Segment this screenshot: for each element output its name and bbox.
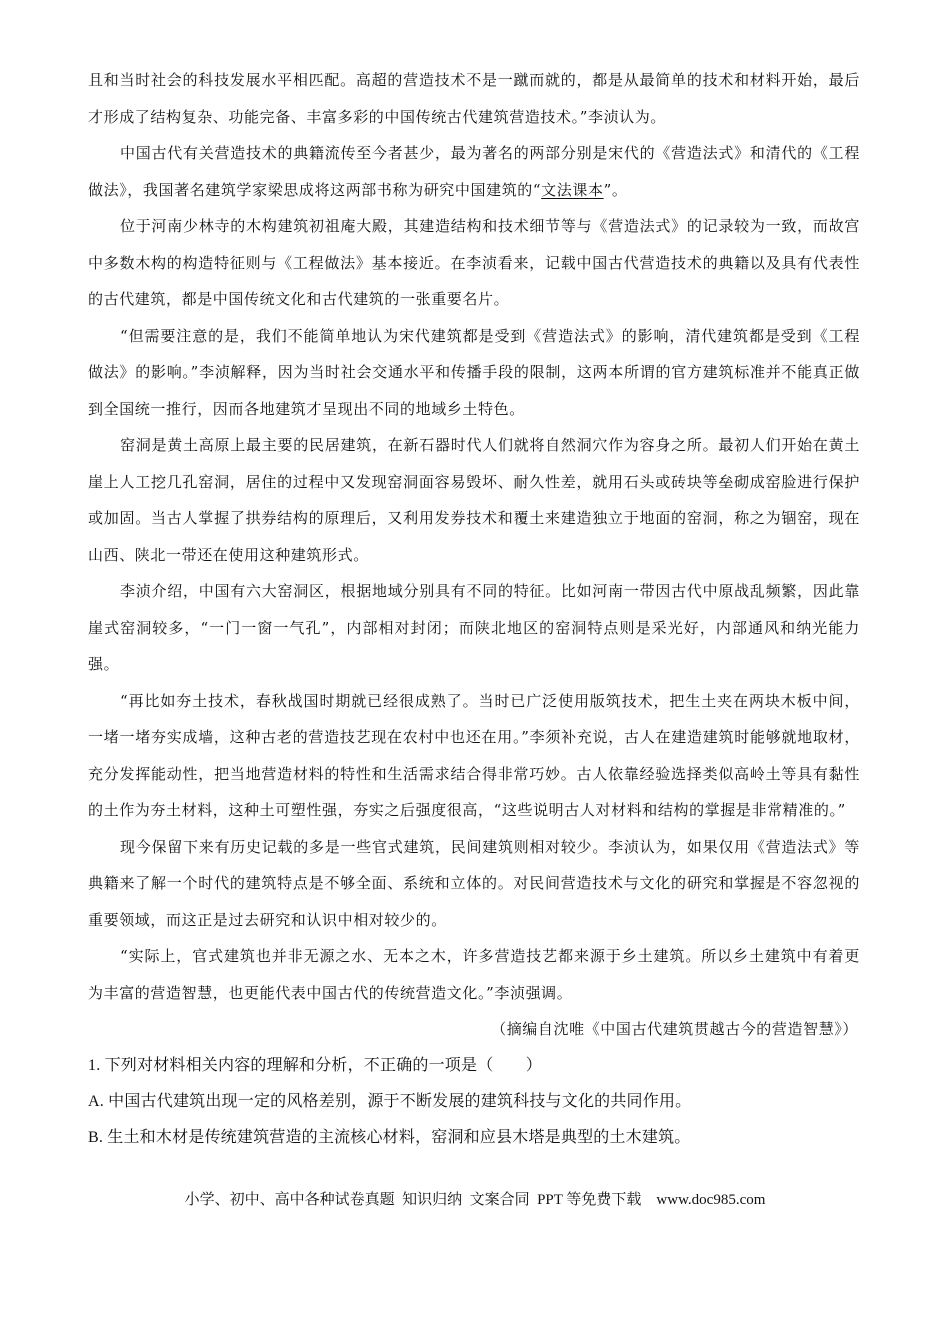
paragraph-3: 位于河南少林寺的木构建筑初祖庵大殿，其建造结构和技术细节等与《营造法式》的记录较为一致，而故宫中多数木构的构造特征则与《工程做法》基本接近。在李浈看来，记载中国古代营造技术的典籍以及具有代表性的古代建筑，都是中国传统文化和古代建筑的一张重要名片。 [88, 217, 860, 308]
paragraph-2-text: 中国古代有关营造技术的典籍流传至今者甚少，最为著名的两部分别是宋代的《营造法式》和清代的《工程做法》，我国著名建筑学家梁思成将这两部书称为研究中国建筑的“ [88, 144, 860, 199]
paragraph-7: “再比如夯土技术，春秋战国时期就已经很成熟了。当时已广泛使用版筑技术，把生土夹在两块木板中间，一堵一堵夯实成墙，这种古老的营造技艺现在农村中也还在用。”李须补充说，古人在建造建筑时能够就地取材，充分发挥能动性，把当地营造材料的特性和生活需求结合得非常巧妙。古人依靠经验选择类似高岭土等具有黏性的土作为夯土材料，这种土可塑性强，夯实之后强度很高，“这些说明古人对材料和结构的掌握是非常精准的。” [88, 691, 860, 819]
paragraph-6: 李浈介绍，中国有六大窑洞区，根据地域分别具有不同的特征。比如河南一带因古代中原战乱频繁，因此靠崖式窑洞较多，“一门一窗一气孔”，内部相对封闭；而陕北地区的窑洞特点则是采光好，内部通风和纳光能力强。 [88, 582, 860, 673]
paragraph-5: 窑洞是黄土高原上最主要的民居建筑，在新石器时代人们就将自然洞穴作为容身之所。最初人们开始在黄土崖上人工挖几孔窑洞，居住的过程中又发现窑洞面容易毁坏、耐久性差，就用石头或砖块等垒砌成窑脸进行保护或加固。当古人掌握了拱券结构的原理后，又利用发券技术和覆土来建造独立于地面的窑洞，称之为锢窑，现在山西、陕北一带还在使用这种建筑形式。 [88, 436, 860, 564]
paragraph-1: 且和当时社会的科技发展水平相匹配。高超的营造技术不是一蹴而就的，都是从最简单的技术和材料开始，最后才形成了结构复杂、功能完备、丰富多彩的中国传统古代建筑营造技术。”李浈认为。 [88, 71, 860, 126]
source-citation: （摘编自沈唯《中国古代建筑贯越古今的营造智慧》） [491, 1020, 858, 1038]
document-page [88, 62, 860, 1156]
question-stem: 1. 下列对材料相关内容的理解和分析，不正确的一项是（ ） [88, 1056, 543, 1074]
underlined-term: 文法课本 [541, 180, 604, 199]
paragraph-2 [88, 135, 860, 208]
paragraph-4: “但需要注意的是，我们不能简单地认为宋代建筑都是受到《营造法式》的影响，清代建筑都是受到《工程做法》的影响。”李浈解释，因为当时社会交通水平和传播手段的限制，这两本所谓的官方建筑标准并不能真正做到全国统一推行，因而各地建筑才呈现出不同的地域乡土特色。 [88, 326, 860, 418]
paragraph-9: “实际上，官式建筑也并非无源之水、无本之木，许多营造技艺都来源于乡土建筑。所以乡土建筑中有着更为丰富的营造智慧，也更能代表中国古代的传统营造文化。”李浈强调。 [88, 947, 860, 1002]
paragraph-2-tail: ”。 [603, 180, 628, 199]
paragraph-8: 现今保留下来有历史记载的多是一些官式建筑，民间建筑则相对较少。李浈认为，如果仅用《营造法式》等典籍来了解一个时代的建筑特点是不够全面、系统和立体的。对民间营造技术与文化的研究和掌握是不容忽视的重要领域，而这正是过去研究和认识中相对较少的。 [88, 837, 860, 929]
page-footer: 小学、初中、高中各种试卷真题 知识归纳 文案合同 PPT 等免费下载 www.doc985.com [184, 1192, 766, 1208]
option-a: A. 中国古代建筑出现一定的风格差别，源于不断发展的建筑科技与文化的共同作用。 [88, 1092, 692, 1110]
option-b: B. 生土和木材是传统建筑营造的主流核心材料，窑洞和应县木塔是典型的土木建筑。 [88, 1128, 691, 1146]
